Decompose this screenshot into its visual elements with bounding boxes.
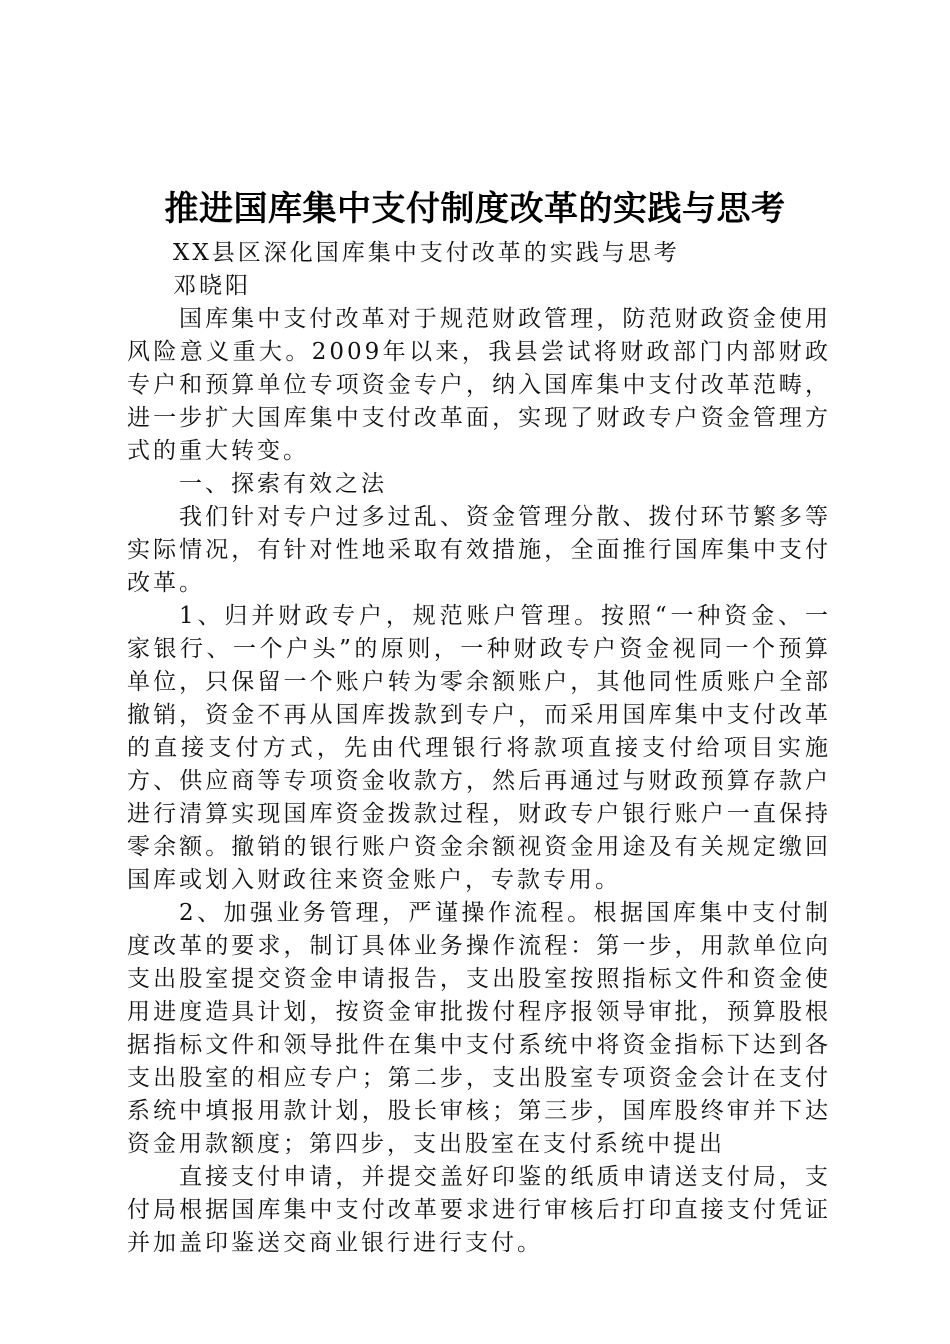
paragraph-item-2-continued: 直接支付申请，并提交盖好印鉴的纸质申请送支付局，支付局根据国库集中支付改革要求进行审核后打印直接支付凭证并加盖印鉴送交商业银行进行支付。	[127, 1164, 831, 1256]
document-subtitle: XX县区深化国库集中支付改革的实践与思考	[173, 240, 680, 266]
document-title: 推进国库集中支付制度改革的实践与思考	[164, 189, 786, 229]
section-heading-1: 一、探索有效之法	[179, 471, 387, 497]
document-author: 邓晓阳	[173, 273, 251, 299]
paragraph-item-2: 2、加强业务管理，严谨操作流程。根据国库集中支付制度改革的要求，制订具体业务操作流程：第一步，用款单位向支出股室提交资金申请报告，支出股室按照指标文件和资金使用进度造具计划，按资金审批拨付程序报领导审批，预算股根据指标文件和领导批件在集中支付系统中将资金指标下达到各支出股室的相应专户；第二步，支出股室专项资金会计在支付系统中填报用款计划，股长审核；第三步，国库股终审并下达资金用款额度；第四步，支出股室在支付系统中提出	[127, 900, 831, 1157]
document-body	[127, 237, 831, 1260]
paragraph-item-1: 1、归并财政专户，规范账户管理。按照“一种资金、一家银行、一个户头”的原则，一种财政专户资金视同一个预算单位，只保留一个账户转为零余额账户，其他同性质账户全部撤销，资金不再从国库拨款到专户，而采用国库集中支付改革的直接支付方式，先由代理银行将款项直接支付给项目实施方、供应商等专项资金收款方，然后再通过与财政预算存款户进行清算实现国库资金拨款过程，财政专户银行账户一直保持零余额。撤销的银行账户资金余额视资金用途及有关规定缴回国库或划入财政往来资金账户，专款专用。	[127, 603, 831, 893]
paragraph-section-1-intro: 我们针对专户过多过乱、资金管理分散、拨付环节繁多等实际情况，有针对性地采取有效措施，全面推行国库集中支付改革。	[127, 504, 831, 596]
paragraph-intro: 国库集中支付改革对于规范财政管理，防范财政资金使用风险意义重大。2009年以来，我县尝试将财政部门内部财政专户和预算单位专项资金专户，纳入国库集中支付改革范畴，进一步扩大国库集中支付改革面，实现了财政专户资金管理方式的重大转变。	[127, 306, 831, 464]
